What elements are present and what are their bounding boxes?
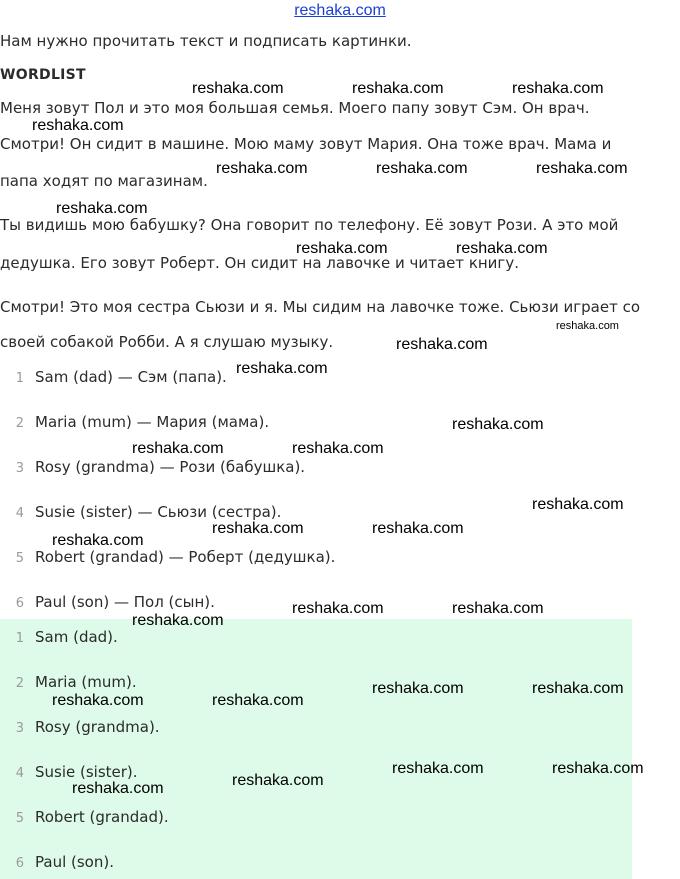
list-item	[0, 591, 215, 613]
item-number: 1	[15, 631, 24, 646]
item-text: Maria (mum).	[35, 673, 137, 691]
site-link[interactable]: reshaka.com	[294, 2, 386, 19]
text-line: папа ходят по магазинам.	[0, 172, 208, 190]
watermark: reshaka.com	[392, 760, 484, 777]
text-line: дедушка. Его зовут Роберт. Он сидит на лавочке и читает книгу.	[0, 254, 519, 272]
item-text: Robert (grandad).	[35, 808, 169, 826]
text-line: Смотри! Он сидит в машине. Мою маму зовут Мария. Она тоже врач. Мама и	[0, 135, 612, 153]
watermark: reshaka.com	[56, 200, 148, 217]
watermark: reshaka.com	[556, 320, 619, 332]
item-number: 5	[15, 551, 24, 566]
item-text: Sam (dad) — Сэм (папа).	[35, 368, 227, 386]
watermark: reshaka.com	[132, 612, 224, 629]
intro-text: Нам нужно прочитать текст и подписать картинки.	[0, 32, 412, 50]
watermark: reshaka.com	[512, 80, 604, 97]
watermark: reshaka.com	[352, 80, 444, 97]
watermark: reshaka.com	[216, 160, 308, 177]
answer-box	[0, 619, 632, 879]
item-text: Robert (grandad) — Роберт (дедушка).	[35, 548, 336, 566]
watermark: reshaka.com	[532, 680, 624, 697]
item-number: 6	[15, 856, 24, 871]
watermark: reshaka.com	[212, 520, 304, 537]
text-line: Смотри! Это моя сестра Сьюзи и я. Мы сидим на лавочке тоже. Сьюзи играет со	[0, 298, 641, 316]
item-number: 3	[15, 721, 24, 736]
item-number: 5	[15, 811, 24, 826]
item-text: Susie (sister).	[35, 763, 138, 781]
item-text: Rosy (grandma).	[35, 718, 160, 736]
watermark: reshaka.com	[192, 80, 284, 97]
watermark: reshaka.com	[292, 600, 384, 617]
watermark: reshaka.com	[296, 240, 388, 257]
watermark: reshaka.com	[396, 336, 488, 353]
watermark: reshaka.com	[52, 692, 144, 709]
watermark: reshaka.com	[132, 440, 224, 457]
watermark: reshaka.com	[456, 240, 548, 257]
watermark: reshaka.com	[236, 360, 328, 377]
watermark: reshaka.com	[452, 416, 544, 433]
watermark: reshaka.com	[452, 600, 544, 617]
answer-item	[0, 806, 169, 828]
item-number: 6	[15, 596, 24, 611]
text-line: Меня зовут Пол и это моя большая семья. Моего папу зовут Сэм. Он врач.	[0, 99, 590, 117]
watermark: reshaka.com	[372, 680, 464, 697]
list-item	[0, 546, 335, 568]
item-number: 1	[15, 371, 24, 386]
answer-item	[0, 851, 114, 873]
item-text: Susie (sister) — Сьюзи (сестра).	[35, 503, 282, 521]
watermark: reshaka.com	[536, 160, 628, 177]
item-number: 4	[15, 506, 24, 521]
item-number: 2	[15, 676, 24, 691]
watermark: reshaka.com	[532, 496, 624, 513]
watermark: reshaka.com	[212, 692, 304, 709]
item-number: 4	[15, 766, 24, 781]
item-text: Maria (mum) — Мария (мама).	[35, 413, 270, 431]
watermark: reshaka.com	[376, 160, 468, 177]
list-item	[0, 456, 305, 478]
item-text: Paul (son).	[35, 853, 114, 871]
section-title: WORDLIST	[0, 67, 86, 83]
watermark: reshaka.com	[372, 520, 464, 537]
list-item	[0, 366, 227, 388]
item-text: Rosy (grandma) — Рози (бабушка).	[35, 458, 306, 476]
item-number: 3	[15, 461, 24, 476]
watermark: reshaka.com	[32, 117, 124, 134]
item-number: 2	[15, 416, 24, 431]
list-item	[0, 411, 269, 433]
text-line: Ты видишь мою бабушку? Она говорит по телефону. Её зовут Рози. А это мой	[0, 216, 619, 234]
watermark: reshaka.com	[52, 532, 144, 549]
watermark: reshaka.com	[72, 780, 164, 797]
text-line: своей собакой Робби. А я слушаю музыку.	[0, 333, 334, 351]
item-text: Sam (dad).	[35, 628, 118, 646]
watermark: reshaka.com	[232, 772, 324, 789]
watermark: reshaka.com	[292, 440, 384, 457]
answer-item	[0, 716, 160, 738]
watermark: reshaka.com	[552, 760, 644, 777]
answer-item	[0, 626, 118, 648]
answer-item	[0, 671, 137, 693]
item-text: Paul (son) — Пол (сын).	[35, 593, 215, 611]
